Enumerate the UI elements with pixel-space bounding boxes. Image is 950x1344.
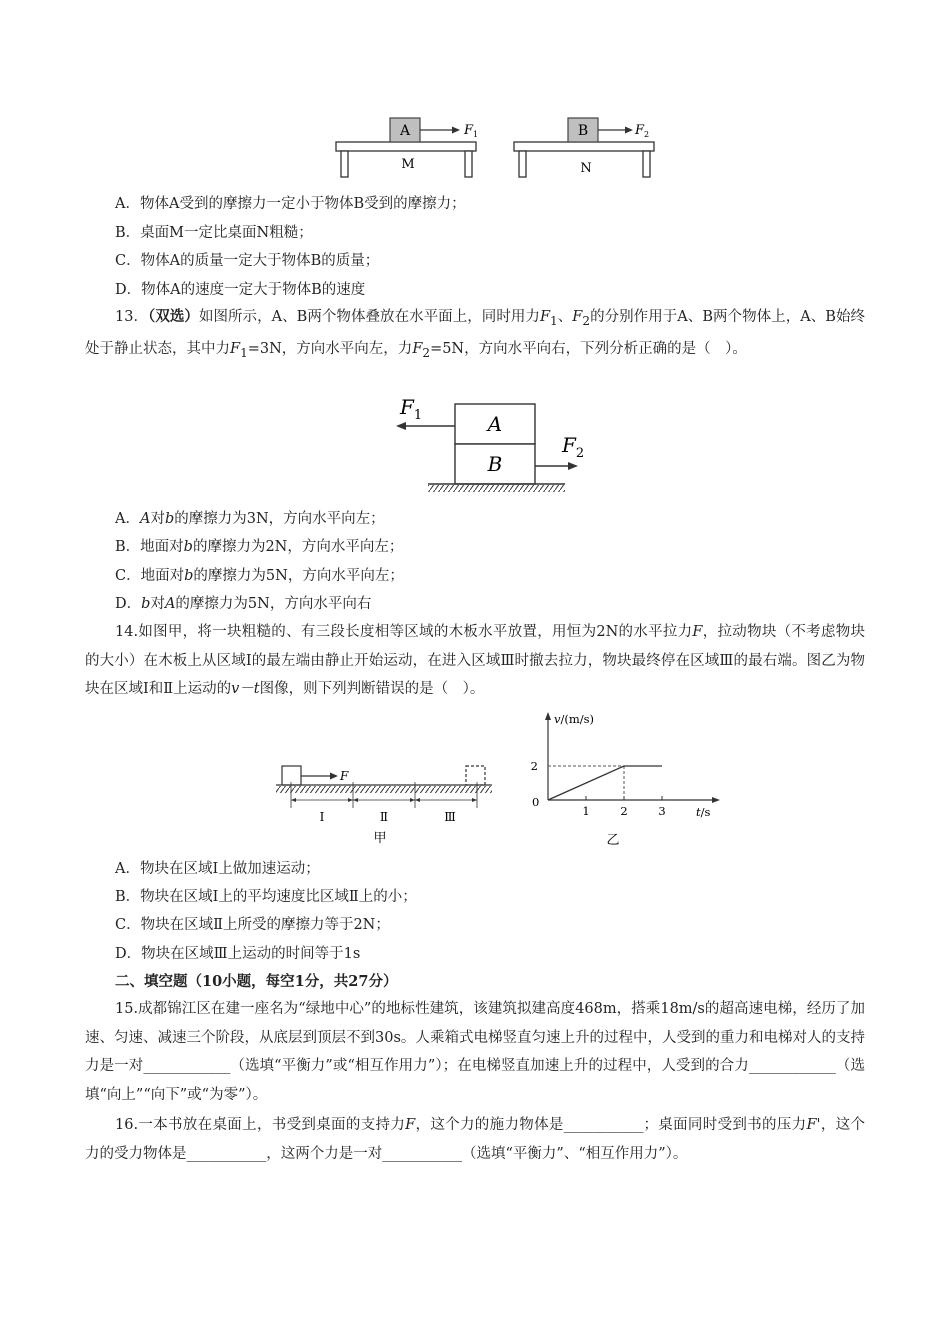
- origin-label: 0: [532, 795, 540, 809]
- x-tick-label-3: 3: [658, 804, 666, 818]
- y-axis-label: v/(m/s): [554, 712, 595, 726]
- q14-option-a: A．物块在区域Ⅰ上做加速运动；: [115, 861, 320, 877]
- block-a-label: A: [487, 412, 503, 436]
- region-3-label: Ⅲ: [444, 810, 456, 824]
- y-axis-arrowhead: [545, 712, 551, 720]
- table-n-label: N: [580, 161, 592, 176]
- f2-arrowhead: [625, 127, 633, 134]
- q13-option-d: D．b对A的摩擦力为5N，方向水平向右: [115, 596, 372, 612]
- x-tick-label-2: 2: [620, 804, 628, 818]
- f1-label: $F_1$: [400, 395, 423, 423]
- block-a-label: A: [399, 123, 411, 139]
- q14-option-c: C．物块在区域Ⅱ上所受的摩擦力等于2N；: [115, 917, 390, 933]
- caption-yi: 乙: [606, 833, 620, 848]
- block-end: [466, 766, 485, 785]
- q13-option-b: B．地面对b的摩擦力为2N，方向水平向左；: [115, 539, 404, 555]
- q14-figure-jia: [274, 760, 494, 850]
- x-axis-label: t/s: [696, 805, 711, 819]
- f2-label: $F_2$: [635, 123, 650, 139]
- x-axis-arrowhead: [712, 797, 720, 803]
- q12-option-b: B．桌面M一定比桌面N粗糙；: [115, 225, 313, 241]
- block-b-label: B: [577, 123, 589, 139]
- q12-figure: [330, 112, 660, 180]
- q13-figure: [390, 392, 585, 498]
- vt-graph: [520, 710, 730, 850]
- q16-text: 16.一本书放在桌面上，书受到桌面的支持力F，这个力的施力物体是___________；桌面同时受到书的压力F'，这个力的受力物体是___________，这两个力是一对___________（选填“平衡力”、“相互作用力”）。: [85, 1117, 866, 1162]
- f1-label: $F_1$: [464, 123, 479, 139]
- f2-label: $F_2$: [562, 433, 585, 461]
- q12-option-d: D．物体A的速度一定大于物体B的速度: [115, 282, 366, 298]
- table-m-label: M: [401, 157, 415, 172]
- q12-option-a: A．物体A受到的摩擦力一定小于物体B受到的摩擦力；: [115, 196, 466, 212]
- q14-option-b: B．物块在区域Ⅰ上的平均速度比区域Ⅱ上的小；: [115, 889, 417, 905]
- x-tick-label-1: 1: [582, 804, 590, 818]
- section-heading-fill-in: 二、填空题（10小题，每空1分，共27分）: [115, 973, 398, 990]
- f1-arrowhead: [452, 127, 460, 134]
- region-2-label: Ⅱ: [379, 810, 389, 824]
- q13-option-a: A．A对b的摩擦力为3N，方向水平向左；: [115, 511, 385, 527]
- caption-jia: 甲: [373, 831, 387, 846]
- ground-hatch: [428, 485, 565, 492]
- block-b-label: B: [487, 452, 503, 476]
- block-start: [282, 766, 301, 785]
- q13-stem: 13．（双选）如图所示，A、B两个物体叠放在水平面上，同时用力$F_1$、$F_2$的分别作用于A、B两个物体上，A、B始终处于静止状态，其中力$F_1=3N$，方向水平向左，力$F_2=5N$，方向水平向右，下列分析正确的是（ ）。: [85, 308, 866, 361]
- velocity-line: [548, 766, 662, 800]
- f1-arrowhead: [396, 422, 406, 430]
- board-hatch: [276, 786, 492, 793]
- q12-option-c: C．物体A的质量一定大于物体B的质量；: [115, 253, 380, 269]
- y-tick-label-2: 2: [530, 759, 538, 773]
- region-1-label: Ⅰ: [319, 810, 325, 824]
- q15-text: 15.成都锦江区在建一座名为“绿地中心”的地标性建筑，该建筑拟建高度468m，搭乘18m/s的超高速电梯，经历了加速、匀速、减速三个阶段，从底层到顶层不到30s。人乘箱式电梯竖直匀速上升的过程中，人受到的重力和电梯对人的支持力是一对____________（选填“平衡力”或“相互作用力”）；在电梯竖直加速上升的过程中，人受到的合力____________（选填“向上”“向下”或“为零”）。: [85, 1001, 865, 1103]
- q13-option-c: C．地面对b的摩擦力为5N，方向水平向左；: [115, 568, 404, 584]
- force-label: F: [340, 769, 349, 783]
- f2-arrowhead: [568, 462, 578, 470]
- q14-option-d: D．物块在区域Ⅲ上运动的时间等于1s: [115, 946, 361, 962]
- force-arrowhead: [330, 773, 338, 780]
- q14-stem: 14.如图甲，将一块粗糙的、有三段长度相等区域的木板水平放置，用恒为2N的水平拉力F，拉动物块（不考虑物块的大小）在木板上从区域Ⅰ的最左端由静止开始运动，在进入区域Ⅲ时撤去拉力，物块最终停在区域Ⅲ的最右端。图乙为物块在区域Ⅰ和Ⅱ上运动的v－t图像，则下列判断错误的是（ ）。: [85, 624, 865, 697]
